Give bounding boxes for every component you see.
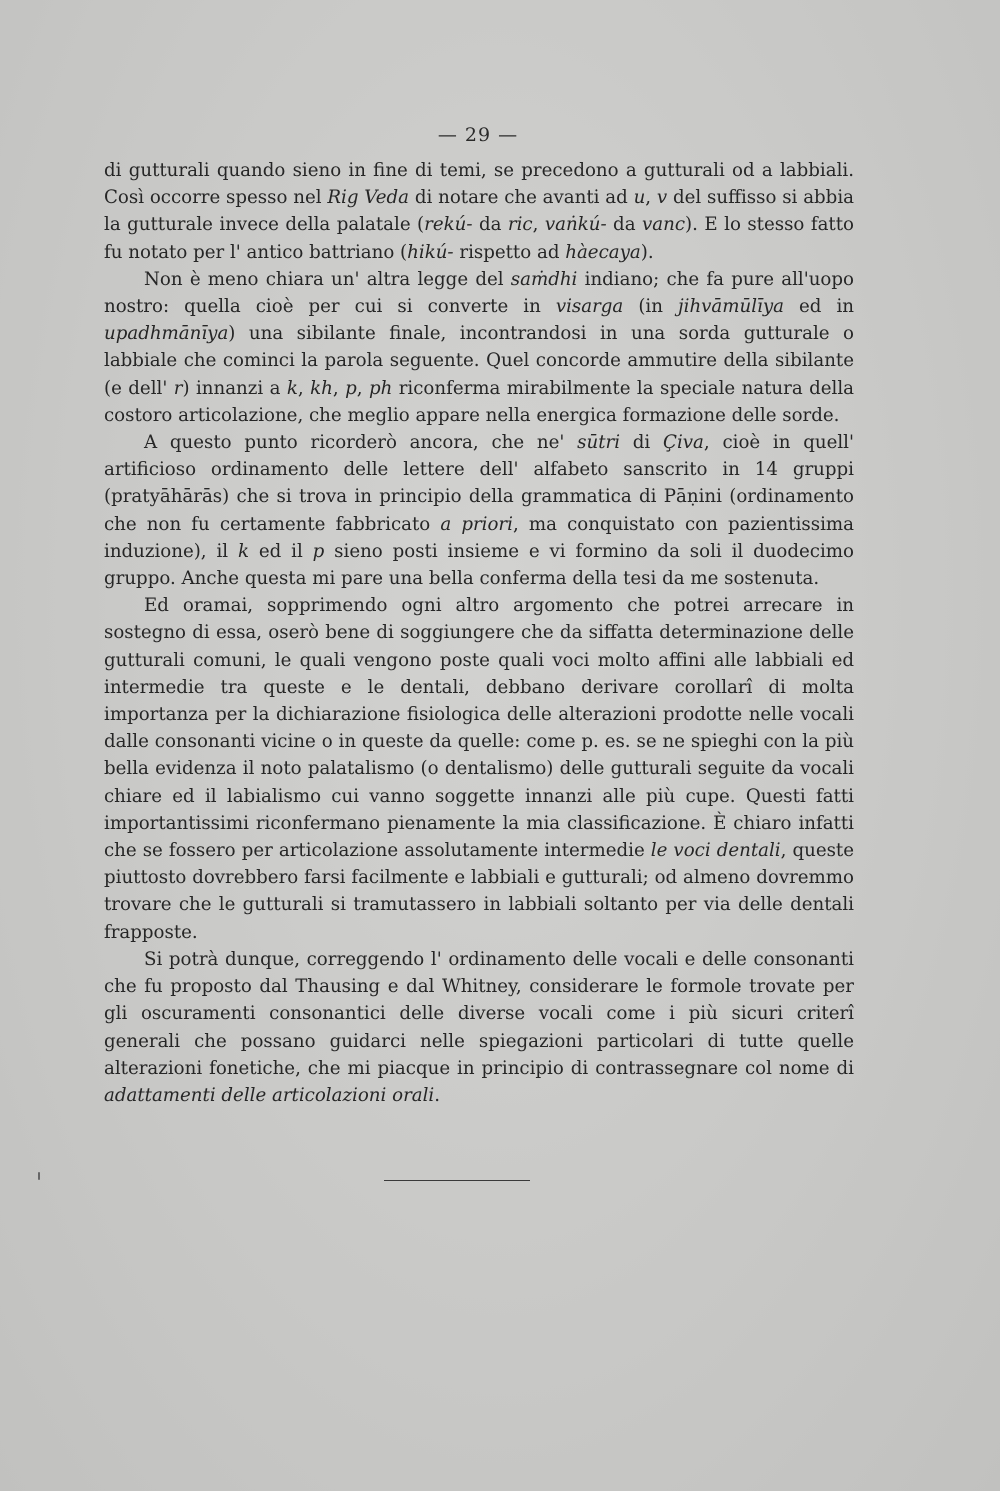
text-run: , queste piuttosto dovrebbero farsi facilmente e labbiali e gutturali; od almeno dovremmo trovare che le gutturali si tramutassero in labbiali soltanto per via delle dentali frapposte. — [104, 840, 855, 943]
text-run: da — [606, 214, 643, 236]
text-run: Non è meno chiara un' altra legge del — [144, 268, 511, 290]
text-run: riconferma mirabilmente la speciale natura della costoro articolazione, che meglio appare nella energica formazione delle sorde. — [104, 377, 854, 426]
italic-term: hàecaya — [565, 241, 641, 263]
paragraph-3 — [104, 429, 854, 592]
italic-term: p — [312, 540, 325, 562]
italic-term: Rig Veda — [327, 187, 410, 209]
text-run: (in — [623, 296, 678, 318]
italic-term: sūtri — [577, 432, 621, 454]
paragraph-1 — [104, 157, 854, 266]
text-run: di gutturali quando sieno in fine di temi, se precedono a gutturali od a labbiali. Così occorre spesso nel — [104, 160, 854, 209]
paragraph-5 — [104, 946, 854, 1109]
text-run: ). — [640, 241, 654, 263]
text-run: di notare che avanti ad — [409, 187, 634, 209]
text-run: indiano; che fa pure all'uopo nostro: quella cioè per cui si converte in — [104, 268, 854, 318]
text-run: , — [532, 214, 545, 236]
text-run: , cioè in quell' artificioso ordinamento delle lettere dell' alfabeto sanscrito in 14 gruppi (pratyāhārās) che si trova in principio della grammatica di Pāṇini (ordinamento che non fu certamente fabbricato — [104, 432, 854, 535]
italic-term: k — [237, 540, 249, 562]
italic-term: rekú- — [424, 214, 473, 236]
italic-term: le voci dentali — [650, 840, 781, 862]
text-run: da — [472, 214, 508, 236]
italic-term: vaṅkú- — [544, 214, 607, 236]
text-run: Ed oramai, sopprimendo ogni altro argomento che potrei arrecare in sostegno di essa, oserò bene di soggiungere che da siffatta determinazione delle gutturali comuni, le quali vengono poste quali voci molto affini alle labbiali ed intermedie tra queste e le dentali, debbano derivare corollarî di molta importanza per la dichiarazione fisiologica delle alterazioni prodotte nelle vocali dalle consonanti vicine o in queste da quelle: come p. es. se ne spieghi con la più bella evidenza il noto palatalismo (o dentalismo) delle gutturali seguite da vocali chiare ed il labialismo cui vanno soggette innanzi alle più cupe. Questi fatti importantissimi riconfermano pienamente la mia classificazione. È chiaro infatti che se fossero per articolazione assolutamente intermedie — [104, 595, 854, 862]
italic-term: hikú- — [407, 241, 454, 263]
italic-term: kh — [310, 377, 333, 399]
paragraph-4 — [104, 592, 854, 946]
body-text — [104, 157, 854, 1109]
text-run: del suffisso si abbia la gutturale invece della palatale ( — [104, 187, 854, 236]
text-run: ). E lo stesso fatto fu notato per l' antico battriano ( — [104, 214, 854, 263]
text-run: Si potrà dunque, correggendo l' ordinamento delle vocali e delle consonanti che fu proposto dal Thausing e dal Whitney, considerare le formole trovate per gli oscuramenti consonantici delle diverse vocali come i più sicuri criterî generali che possano guidarci nelle spiegazioni particolari di tutte quelle alterazioni fonetiche, che mi piacque in principio di contrassegnare col nome di — [104, 948, 854, 1079]
italic-term: a priori — [440, 513, 513, 535]
text-run: , — [356, 377, 369, 399]
text-run: . — [434, 1084, 441, 1106]
italic-term: k — [286, 377, 298, 399]
italic-term: saṁdhi — [510, 268, 578, 290]
italic-term: upadhmānīya — [104, 323, 229, 345]
text-run: , ma conquistato con pazientissima induzione), il — [104, 513, 854, 562]
text-run: di — [620, 432, 664, 454]
italic-term: p — [345, 377, 357, 399]
italic-term: Çiva — [663, 432, 704, 454]
italic-term: r — [173, 377, 183, 399]
italic-term: ric — [507, 214, 533, 236]
italic-term: adattamenti delle articolazioni orali — [104, 1084, 435, 1106]
text-run: ) innanzi a — [182, 377, 287, 399]
paper-speck — [38, 1172, 40, 1180]
text-run: , — [332, 377, 346, 399]
text-run: ) una sibilante finale, incontrandosi in una sorda gutturale o labbiale che cominci la parola seguente. Quel concorde ammutire della sibilante (e dell' — [104, 323, 854, 399]
text-run: A questo punto ricorderò ancora, che ne' — [144, 432, 578, 454]
page-number: — 29 — — [437, 124, 519, 146]
italic-term: u — [633, 187, 646, 209]
text-run: , — [645, 187, 657, 209]
italic-term: vanc — [642, 214, 686, 236]
text-run: sieno posti insieme e vi formino da soli il duodecimo gruppo. Anche questa mi pare una bella conferma della tesi da me sostenuta. — [104, 540, 854, 590]
italic-term: ph — [368, 377, 393, 399]
italic-term: visarga — [555, 296, 624, 318]
text-run: rispetto ad — [453, 241, 566, 263]
text-run: ed in — [783, 296, 854, 318]
paragraph-2 — [104, 266, 854, 429]
italic-term: v — [656, 187, 668, 209]
text-run: , — [297, 377, 311, 399]
italic-term: jihvāmūlīya — [677, 296, 784, 318]
text-run: ed il — [249, 540, 313, 562]
closing-rule — [384, 1180, 530, 1181]
